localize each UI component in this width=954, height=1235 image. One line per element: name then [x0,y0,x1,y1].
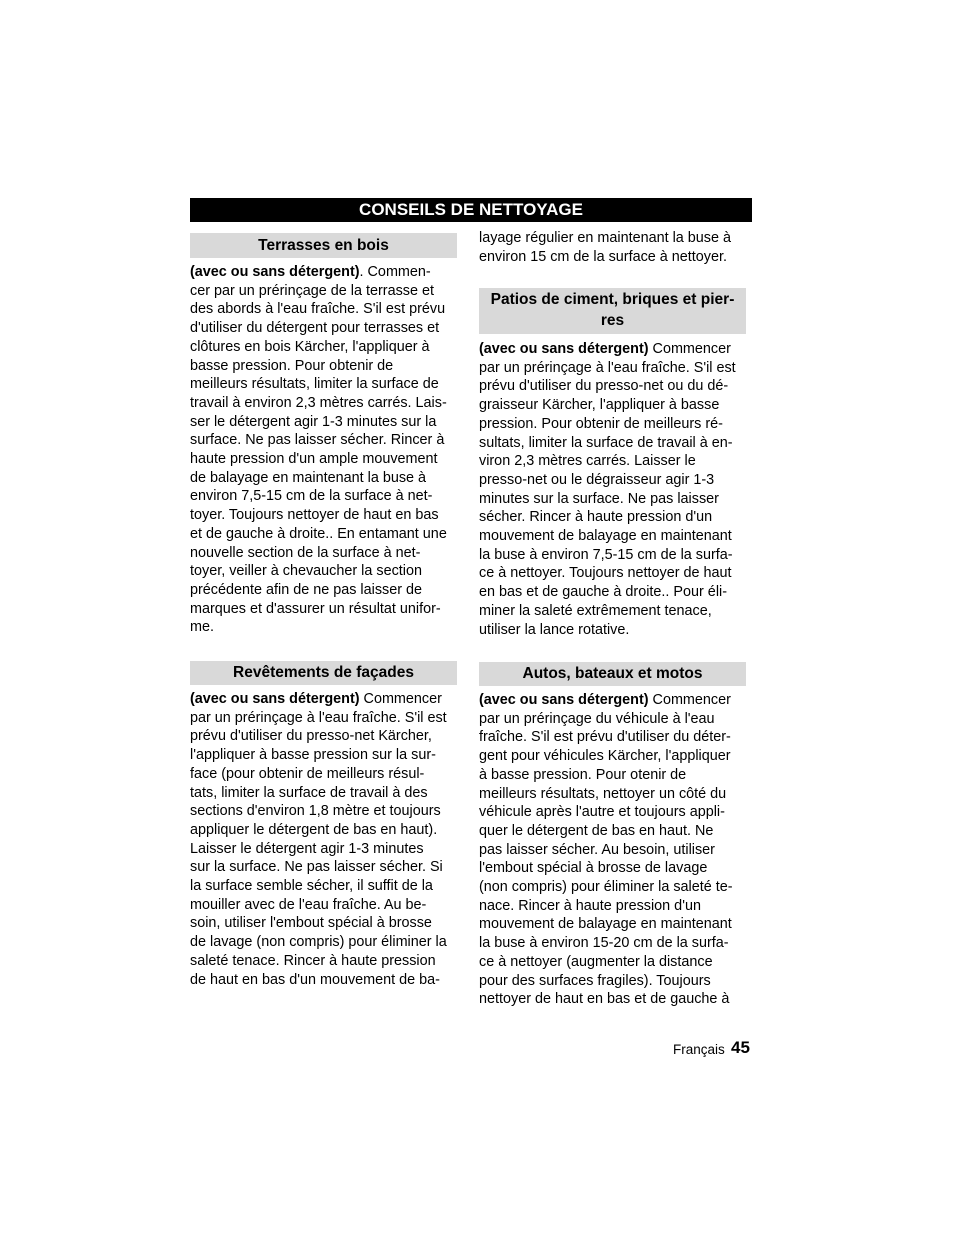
body-terrasses: cer par un prérinçage de la terrasse et des abords à l'eau fraîche. S'il est prévu d'utiliser du détergent pour terrasses et clôtures en bois Kärcher, l'appliquer à basse pression. Pour obtenir de meilleurs résultats, limiter la surface de travail à environ 2,3 mètres carrés. Lais- ser le détergent agir 1-3 minutes sur la surface. Ne pas laisser sécher. Rincer à haute pression d'un ample mouvement de balayage en maintenant la buse à environ 7,5-15 cm de la surface à net- toyer. Toujours nettoyer de haut en bas et de gauche à droite.. En entamant une nouvelle section de la surface à net- toyer, veiller à chevaucher la section précédente afin de ne pas laisser de marques et d'assurer un résultat unifor- me. [190,282,447,636]
section-body-autos [479,691,733,1009]
footer-language: Français [673,1042,725,1057]
lead-patios: (avec ou sans détergent) [479,341,649,357]
page-number: 45 [731,1038,750,1057]
section-heading-facades: Revêtements de façades [190,661,457,685]
first-line-facades: Commencer [359,691,442,707]
heading-patios-line2: res [600,311,625,329]
body-autos: par un prérinçage du véhicule à l'eau fraîche. S'il est prévu d'utiliser du déter- gent pour véhicules Kärcher, l'appliquer à basse pression. Pour otenir de meilleurs résultats, nettoyer un côté du véhicule après l'autre et toujours appli- quer le détergent de bas en haut. Ne pas laisser sécher. Au besoin, utiliser l'embout spécial à brosse de lavage (non compris) pour éliminer la saleté te- nace. Rincer à haute pression d'un mouvement de balayage en maintenant la buse à environ 15-20 cm de la surfa- ce à nettoyer (augmenter la distance pour des surfaces fragiles). Toujours nettoyer de haut en bas et de gauche à [479,710,733,1008]
lead-facades: (avec ou sans détergent) [190,691,360,707]
lead-terrasses: (avec ou sans détergent) [190,264,360,280]
body-patios: par un prérinçage à l'eau fraîche. S'il est prévu d'utiliser du presso-net ou du dé- graisseur Kärcher, l'appliquer à basse pression. Pour obtenir de meilleurs ré- sultats, limiter la surface de travail à en- viron 2,3 mètres carrés. Laisser le presso-net ou le dégraisseur agir 1-3 minutes sur la surface. Ne pas laisser sécher. Rincer à haute pression d'un mouvement de balayage en maintenant la buse à environ 7,5-15 cm de la surfa- ce à nettoyer. Toujours nettoyer de haut en bas et de gauche à droite.. Pour éli- miner la saleté extrêmement tenace, utiliser la lance rotative. [479,359,736,638]
section-body-patios [479,340,736,639]
section-heading-autos: Autos, bateaux et motos [479,662,746,686]
section-body-terrasses [190,263,447,637]
first-line-autos: Commencer [648,692,731,708]
body-facades: par un prérinçage à l'eau fraîche. S'il est prévu d'utiliser du presso-net Kärcher, l'appliquer à basse pression sur la sur- face (pour obtenir de meilleurs résul- tats, limiter la surface de travail à des sections d'environ 1,8 mètre et toujours appliquer le détergent de bas en haut). Laisser le détergent agir 1-3 minutes sur la surface. Ne pas laisser sécher. Si la surface semble sécher, il suffit de la mouiller avec de l'eau fraîche. Au be- soin, utiliser l'embout spécial à brosse de lavage (non compris) pour éliminer la saleté tenace. Rincer à haute pression de haut en bas d'un mouvement de ba- [190,709,447,988]
lead-autos: (avec ou sans détergent) [479,692,649,708]
section-heading-patios [479,288,746,334]
section-heading-terrasses: Terrasses en bois [190,233,457,258]
first-line-patios: Commencer [648,341,731,357]
page-title: CONSEILS DE NETTOYAGE [190,198,752,222]
section-body-continuation: layage régulier en maintenant la buse à environ 15 cm de la surface à nettoyer. [479,230,732,265]
section-body-facades [190,690,447,989]
heading-patios-line1: Patios de ciment, briques et pier- [490,291,735,308]
first-line-terrasses: . Commen- [359,264,431,280]
